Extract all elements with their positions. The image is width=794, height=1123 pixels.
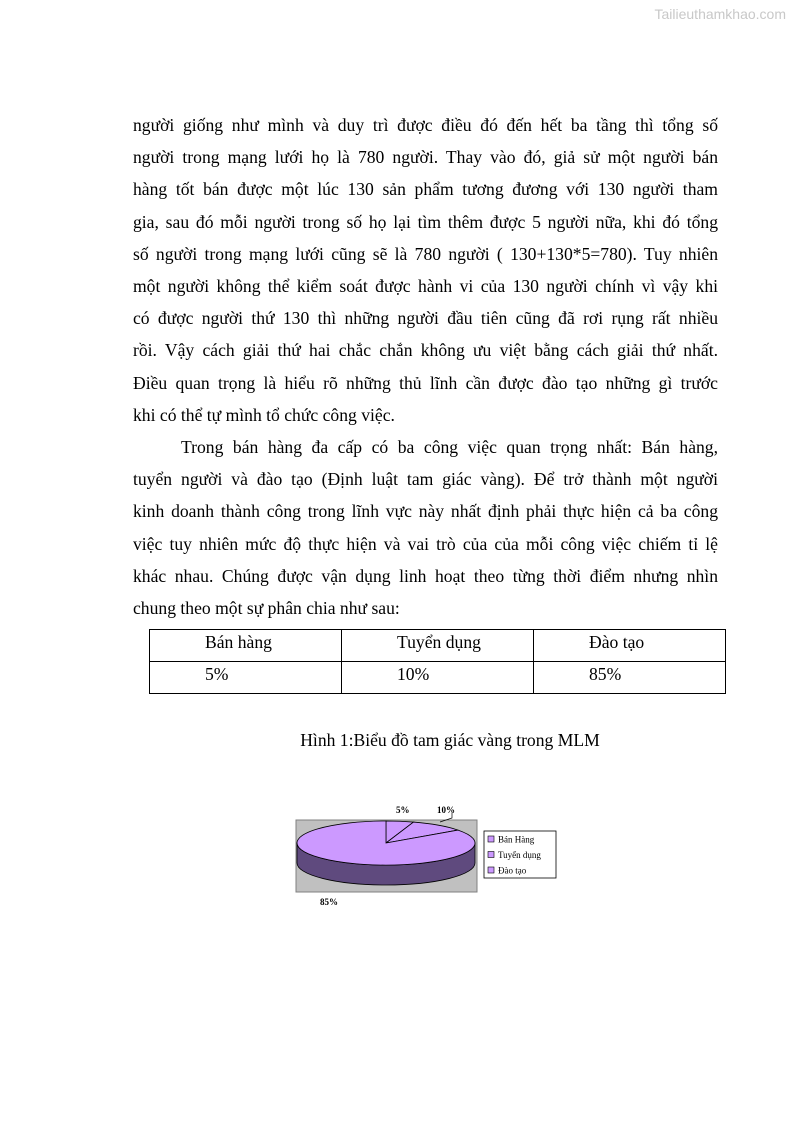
text-line: Trong bán hàng đa cấp có ba công việc quan trọng nhất: Bán hàng, <box>181 437 718 457</box>
text-line: hàng tốt bán được một lúc 130 sản phẩm tương đương với 130 người tham <box>133 179 718 200</box>
table-cell: 85% <box>534 662 726 694</box>
text-line: rồi. Vậy cách giải thứ hai chắc chắn không ưu việt bằng cách giải thứ nhất. <box>133 340 718 361</box>
legend-swatch <box>488 867 494 873</box>
watermark: Tailieuthamkhao.com <box>654 6 786 22</box>
legend-label: Tuyển dụng <box>498 850 541 860</box>
text-line: người giống như mình và duy trì được điều đó đến hết ba tầng thì tổng số <box>133 115 718 135</box>
table-header-cell: Tuyển dụng <box>342 630 534 662</box>
figure-caption: Hình 1:Biểu đồ tam giác vàng trong MLM <box>300 730 600 750</box>
text-line: số người trong mạng lưới cũng sẽ là 780 người ( 130+130*5=780). Tuy nhiên <box>133 243 718 264</box>
legend-label: Đào tạo <box>498 865 527 876</box>
data-label: 5% <box>396 805 410 815</box>
text-line: gia, sau đó mỗi người trong số họ lại tìm thêm được 5 người nữa, khi đó tổng <box>133 211 718 232</box>
text-line: một người không thể kiểm soát được hành vi của 130 người chính vì vậy khi <box>133 276 718 296</box>
data-label: 85% <box>320 897 338 907</box>
data-label: 10% <box>437 805 455 815</box>
text-line: việc tuy nhiên mức độ thực hiện và vai trò của của mỗi công việc chiếm tỉ lệ <box>133 533 718 554</box>
text-line: tuyển người và đào tạo (Định luật tam giác vàng). Để trở thành một người <box>133 469 718 490</box>
text-line: chung theo một sự phân chia như sau: <box>133 598 400 618</box>
text-line: khác nhau. Chúng được vận dụng linh hoạt theo từng thời điểm nhưng nhìn <box>133 565 718 586</box>
text-line: có được người thứ 130 thì những người đầu tiên cũng đã rơi rụng rất nhiều <box>133 308 718 329</box>
table-cell: 10% <box>342 662 534 694</box>
text-line: người trong mạng lưới họ là 780 người. Thay vào đó, giả sử một người bán <box>133 147 718 168</box>
table-header-cell: Bán hàng <box>150 630 342 662</box>
table-cell: 5% <box>150 662 342 694</box>
text-line: kinh doanh thành công trong lĩnh vực này nhất định phải thực hiện cả ba công <box>133 501 718 522</box>
table-header-cell: Đào tạo <box>534 630 726 662</box>
text-line: khi có thể tự mình tổ chức công việc. <box>133 404 395 425</box>
text-line: Điều quan trọng là hiểu rõ những thủ lĩnh cần được đào tạo những gì trước <box>133 372 718 393</box>
legend-swatch <box>488 852 494 858</box>
legend-swatch <box>488 836 494 842</box>
legend-label: Bán Hàng <box>498 834 535 845</box>
